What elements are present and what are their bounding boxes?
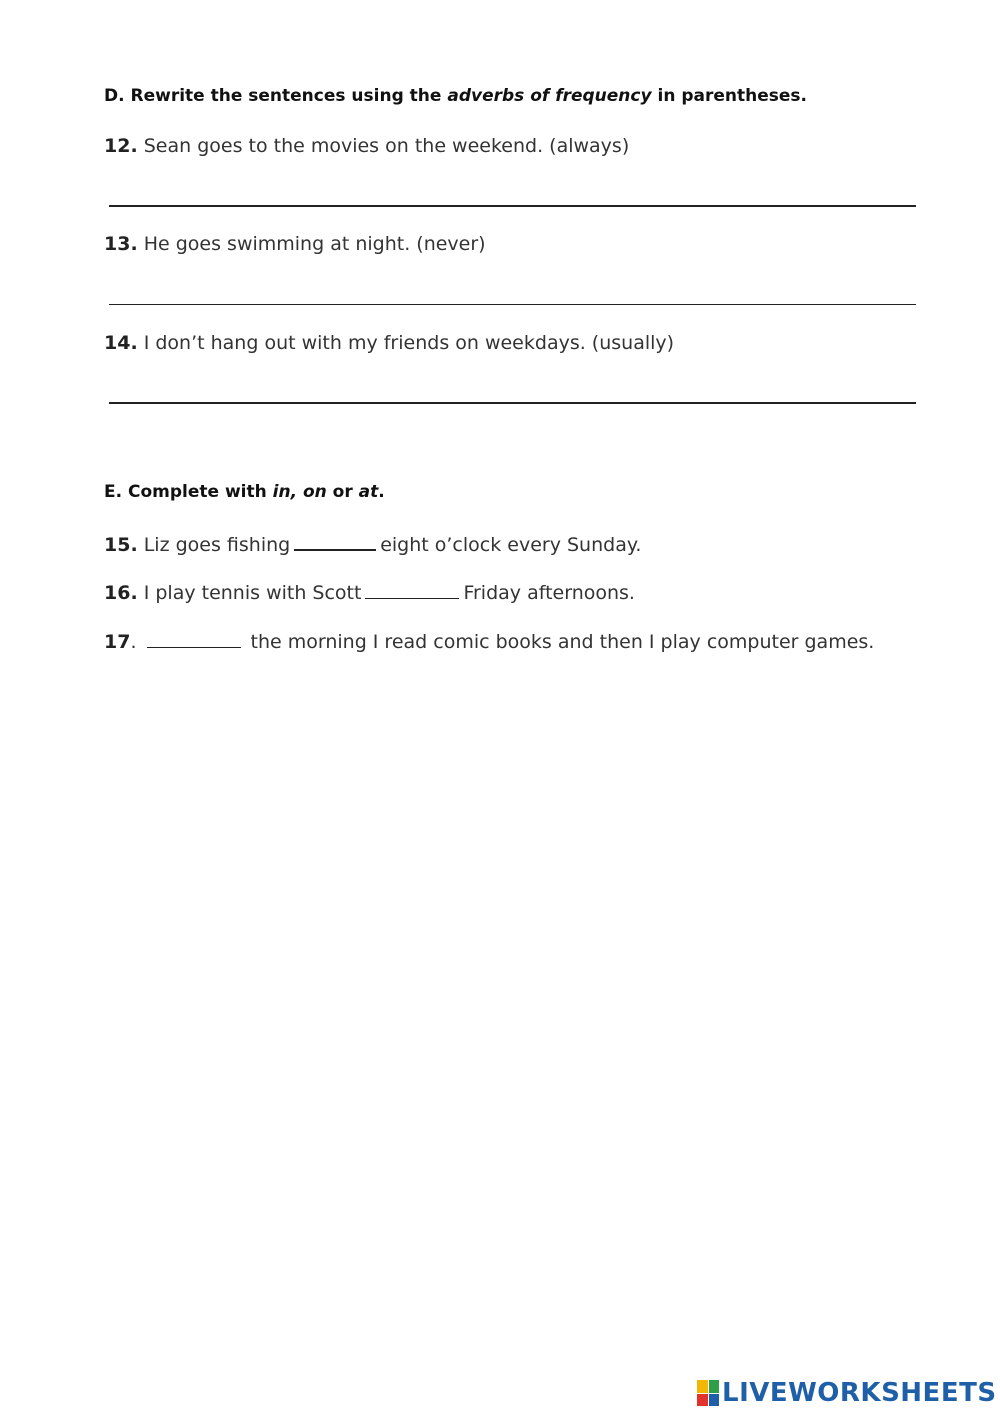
section-e-heading: [104, 482, 385, 502]
heading-text: or: [326, 482, 359, 502]
question-16: [104, 580, 635, 604]
question-text: Friday afternoons.: [463, 582, 635, 604]
question-15: [104, 531, 641, 556]
logo-square: [709, 1394, 720, 1407]
question-12: [104, 135, 629, 157]
heading-text: D. Rewrite the sentences using the: [104, 86, 448, 106]
section-d-heading: [104, 86, 807, 106]
heading-italic-text: in, on: [272, 482, 327, 502]
heading-text: in parentheses.: [651, 86, 807, 106]
logo-square: [697, 1380, 708, 1393]
heading-text: .: [378, 482, 385, 502]
question-number: 12.: [104, 135, 138, 157]
question-13: [104, 233, 486, 255]
question-text: I don’t hang out with my friends on weekdays. (usually): [143, 332, 675, 354]
logo-square: [697, 1394, 708, 1407]
fill-blank-15[interactable]: [294, 531, 376, 551]
question-text: Sean goes to the movies on the weekend. (always): [143, 135, 630, 157]
heading-italic-text: adverbs of frequency: [447, 86, 652, 106]
logo-square: [709, 1380, 720, 1393]
heading-italic-text: at: [358, 482, 379, 502]
question-14: [104, 332, 674, 354]
question-text: He goes swimming at night. (never): [143, 233, 486, 255]
question-text: eight o’clock every Sunday.: [380, 534, 642, 556]
question-text: I play tennis with Scott: [143, 582, 362, 604]
question-number: 14.: [104, 332, 138, 354]
fill-blank-16[interactable]: [365, 580, 459, 599]
heading-text: E. Complete with: [104, 482, 273, 502]
liveworksheets-logo: [697, 1378, 997, 1408]
question-number-dot: .: [130, 631, 137, 653]
question-text: the morning I read comic books and then I play computer games.: [250, 631, 875, 653]
question-number: 13.: [104, 233, 138, 255]
question-number: 15.: [104, 534, 138, 556]
question-text: Liz goes fishing: [143, 534, 291, 556]
logo-text: LIVEWORKSHEETS: [722, 1378, 997, 1408]
answer-line-13[interactable]: [109, 304, 916, 305]
question-number: 17: [104, 631, 131, 653]
question-number: 16.: [104, 582, 138, 604]
liveworksheets-icon: [697, 1380, 719, 1406]
question-17: [104, 629, 874, 653]
fill-blank-17[interactable]: [147, 629, 241, 648]
answer-line-12[interactable]: [109, 205, 916, 207]
answer-line-14[interactable]: [109, 402, 916, 404]
